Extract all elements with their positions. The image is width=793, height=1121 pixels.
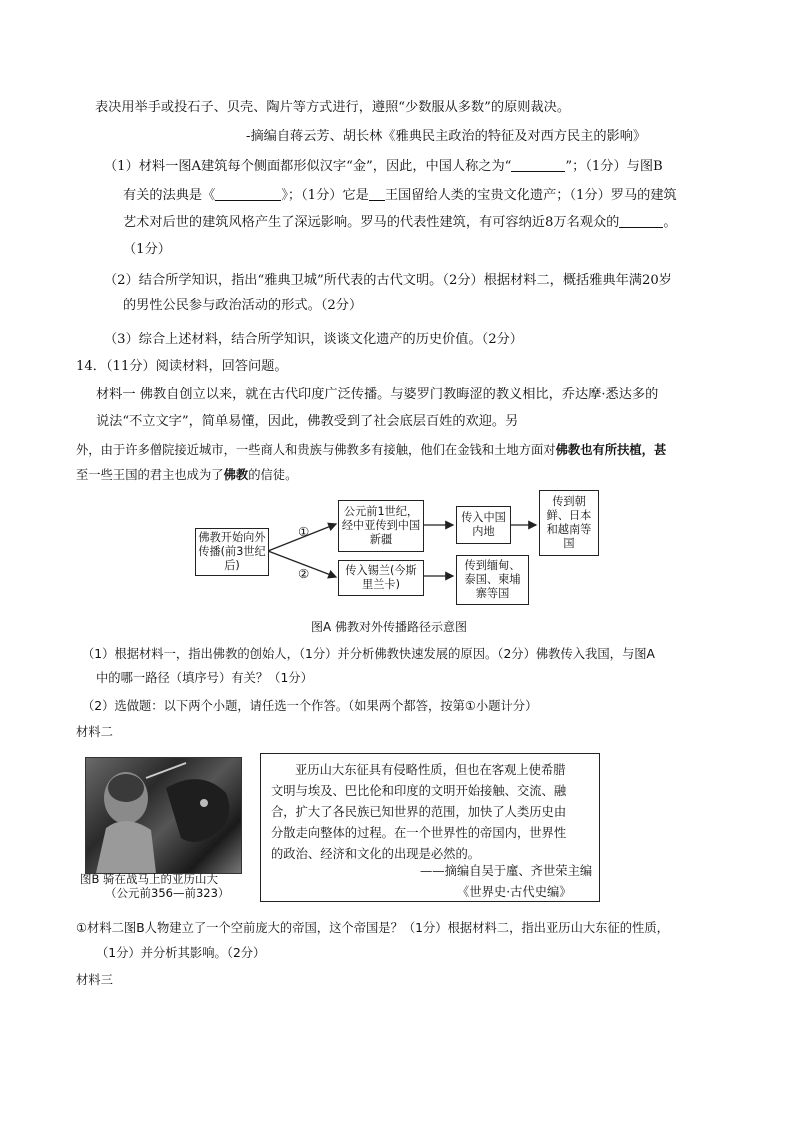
- optional-question-1: ①材料二图B人物建立了一个空前庞大的帝国，这个帝国是？（1分）根据材料二，指出亚历山大东征的性质，: [76, 921, 669, 935]
- material-1-line: 材料一 佛教自创立以来，就在古代印度广泛传播。与婆罗门教晦涩的教义相比，乔达摩·悉达多的: [96, 387, 659, 402]
- quote-source: ——摘编自吴于廑、齐世荣主编: [420, 864, 593, 878]
- route-1-step-1: 公元前1世纪，经中亚传到中国新疆: [338, 500, 424, 552]
- figure-a-caption: 图A 佛教对外传播路径示意图: [311, 620, 468, 634]
- question-1: （1）材料一图A建筑每个侧面都形似汉字“金”，因此，中国人称之为“ ”；（1分）与图B: [104, 159, 663, 174]
- alexander-horse-photo: [85, 757, 242, 874]
- quote-line: 亚历山大东征具有侵略性质，但也在客观上使希腊: [295, 763, 566, 777]
- figure-b-dates: （公元前356—前323）: [105, 886, 230, 900]
- question-1-cont: 艺术对后世的建筑风格产生了深远影响。罗马的代表性建筑，有可容纳近8万名观众的 。: [123, 215, 677, 230]
- material-1-line: 至一些王国的君主也成为了佛教的信徒。: [76, 468, 298, 482]
- route-2-step-1: 传入锡兰(今斯里兰卡): [338, 560, 424, 596]
- quote-line: 合，扩大了各民族已知世界的范围，加快了人类历史由: [271, 805, 567, 819]
- route-1-step-2: 传入中国内地: [456, 506, 511, 544]
- question-2: （2）结合所学知识，指出“雅典卫城”所代表的古代文明。（2分）根据材料二，概括雅典年满20岁: [104, 273, 672, 288]
- quote-line: 分散走向整体的过程。在一个世界性的帝国内，世界性: [271, 826, 567, 840]
- material-1-line: 说法“不立文字”，简单易懂，因此，佛教受到了社会底层百姓的欢迎。另: [96, 414, 519, 429]
- route-1-label: ①: [298, 524, 310, 539]
- diagram-start-box: 佛教开始向外传播(前3世纪后): [195, 528, 269, 576]
- question-3: （3）综合上述材料，结合所学知识，谈谈文化遗产的历史价值。（2分）: [104, 332, 523, 347]
- figure-b-caption: 图B 骑在战马上的亚历山大: [80, 872, 219, 886]
- text-line: 表决用举手或投石子、贝壳、陶片等方式进行，遵照“少数服从多数”的原则裁决。: [95, 100, 571, 115]
- quote-source-book: 《世界史·古代史编》: [457, 885, 572, 899]
- material-3-heading: 材料三: [76, 973, 113, 987]
- question-2-cont: 的男性公民参与政治活动的形式。（2分）: [123, 298, 363, 313]
- question-14-heading: 14．（11分）阅读材料，回答问题。: [76, 359, 288, 374]
- route-1-step-3: 传到朝鲜、日本和越南等国: [539, 490, 599, 556]
- sub-question-1-cont: 中的哪一路径（填序号）有关？（1分）: [96, 671, 313, 685]
- question-1-cont: （1分）: [123, 242, 171, 257]
- sub-question-1: （1）根据材料一，指出佛教的创始人，（1分）并分析佛教快速发展的原因。（2分）佛教传入我国，与图A: [82, 647, 655, 661]
- quote-line: 的政治、经济和文化的出现是必然的。: [271, 847, 481, 861]
- source-line: -摘编自蒋云芳、胡长林《雅典民主政治的特征及对西方民主的影响》: [246, 129, 647, 144]
- quote-line: 文明与埃及、巴比伦和印度的文明开始接触、交流、融: [271, 784, 567, 798]
- sub-question-2: （2）选做题：以下两个小题，请任选一个作答。（如果两个都答，按第①小题计分）: [82, 699, 538, 713]
- material-1-line: 外，由于许多僧院接近城市，一些商人和贵族与佛教多有接触，他们在金钱和土地方面对佛教也有所扶植，甚: [76, 443, 667, 457]
- route-2-label: ②: [298, 566, 310, 581]
- question-1-cont: 有关的法典是《 》；（1分）它是 王国留给人类的宝贵文化遗产；（1分）罗马的建筑: [123, 188, 677, 203]
- route-2-step-2: 传到缅甸、泰国、柬埔寨等国: [456, 555, 529, 605]
- material-2-heading: 材料二: [76, 725, 113, 739]
- optional-question-1-cont: （1分）并分析其影响。（2分）: [96, 946, 266, 960]
